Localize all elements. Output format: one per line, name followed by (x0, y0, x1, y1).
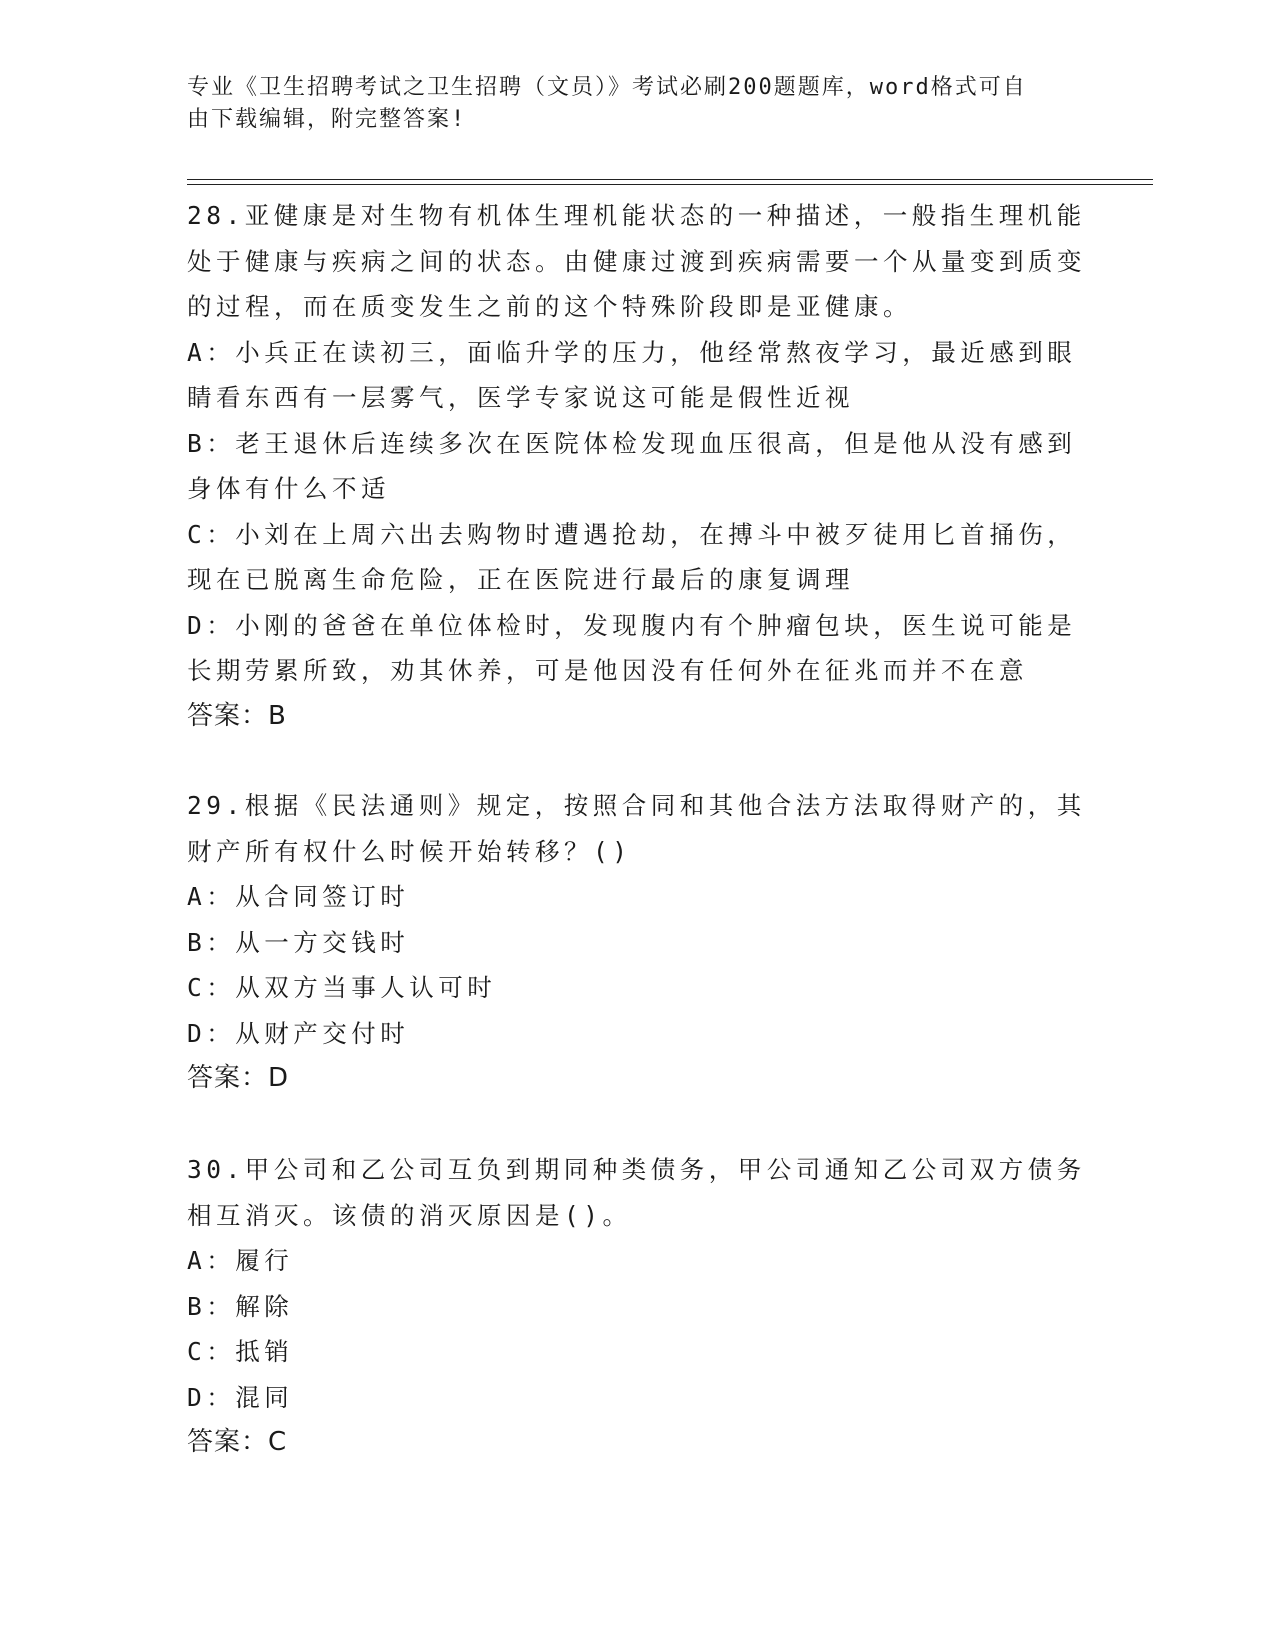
answer-line: 答案：B (187, 700, 287, 731)
answer-line: 答案：D (187, 1063, 290, 1093)
option-a: A：履行 (187, 1246, 294, 1275)
option-c: C：小刘在上周六出去购物时遭遇抢劫，在搏斗中被歹徒用匕首捅伤，现在已脱离生命危险，正在医院进行最后的康复调理 (187, 519, 1077, 594)
option-a: A：从合同签订时 (187, 882, 410, 911)
question-stem: 28.亚健康是对生物有机体生理机能状态的一种描述，一般指生理机能处于健康与疾病之间的状态。由健康过渡到疾病需要一个从量变到质变的过程，而在质变发生之前的这个特殊阶段即是亚健康。 (187, 201, 1086, 321)
option-c: C：从双方当事人认可时 (187, 973, 497, 1002)
option-c: C：抵销 (187, 1337, 294, 1366)
document-header (187, 72, 1067, 136)
option-d: D：从财产交付时 (187, 1018, 410, 1048)
option-b: B：从一方交钱时 (187, 927, 410, 957)
question-stem: 29.根据《民法通则》规定，按照合同和其他合法方法取得财产的，其财产所有权什么时候开始转移？() (187, 791, 1086, 866)
option-b: B：老王退休后连续多次在医院体检发现血压很高，但是他从没有感到身体有什么不适 (187, 428, 1077, 503)
header-line-2: 由下载编辑，附完整答案! (187, 107, 467, 132)
question-28 (187, 193, 1087, 783)
option-d: D：混同 (187, 1382, 294, 1412)
header-divider-top (187, 179, 1153, 180)
question-30 (187, 1147, 1087, 1465)
option-b: B：解除 (187, 1291, 294, 1321)
answer-line: 答案：C (187, 1427, 288, 1457)
question-list (187, 193, 1087, 1465)
question-stem: 30.甲公司和乙公司互负到期同种类债务，甲公司通知乙公司双方债务相互消灭。该债的消灭原因是()。 (187, 1155, 1086, 1230)
header-line-1: 专业《卫生招聘考试之卫生招聘（文员）》考试必刷200题题库，word格式可自 (187, 75, 1027, 100)
header-divider-bottom (187, 184, 1153, 185)
question-29 (187, 783, 1087, 1147)
option-d: D：小刚的爸爸在单位体检时，发现腹内有个肿瘤包块，医生说可能是长期劳累所致，劝其休养，可是他因没有任何外在征兆而并不在意 (187, 610, 1077, 685)
option-a: A：小兵正在读初三，面临升学的压力，他经常熬夜学习，最近感到眼睛看东西有一层雾气，医学专家说这可能是假性近视 (187, 337, 1077, 412)
